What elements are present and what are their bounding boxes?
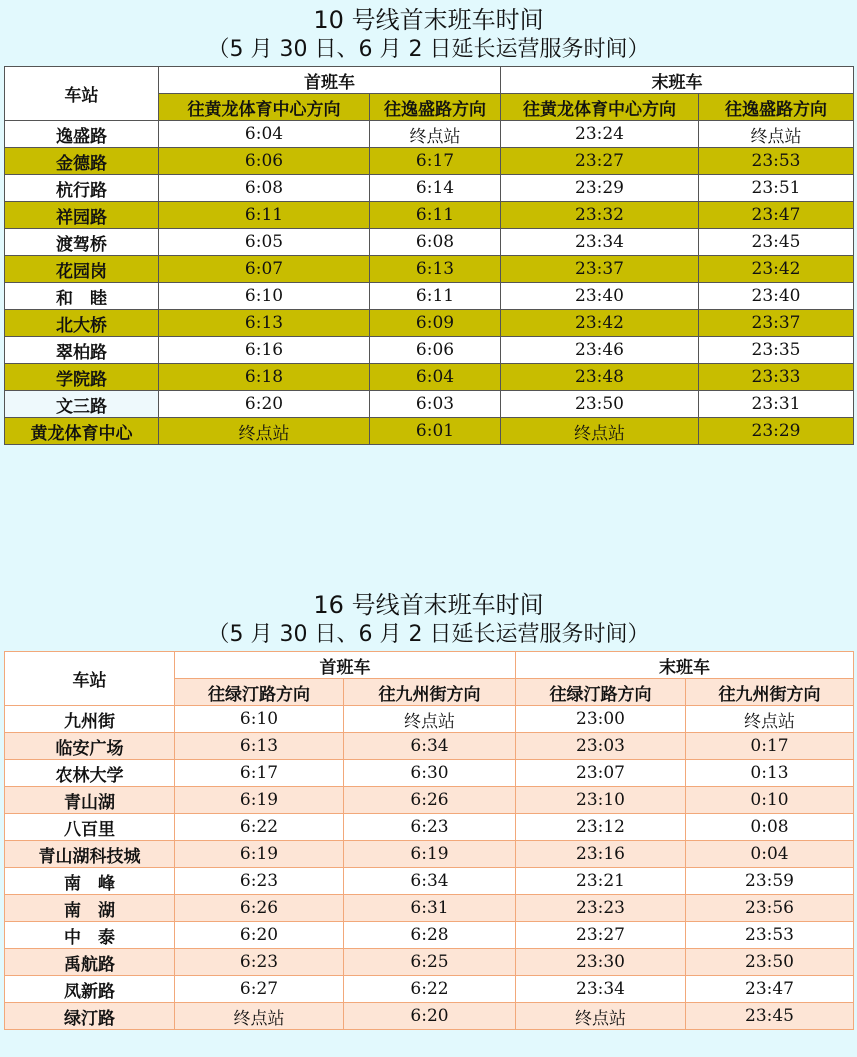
- line16-subtitle: （5 月 30 日、6 月 2 日延长运营服务时间）: [207, 622, 650, 647]
- first-b-time-cell: 6:23: [344, 814, 516, 841]
- first-b-time-cell: 6:26: [344, 787, 516, 814]
- station-name-cell: 凤新路: [5, 976, 175, 1003]
- last-b-time-cell: 23:45: [699, 229, 854, 256]
- table-row: [5, 418, 854, 445]
- first-a-time-cell: 6:19: [175, 787, 344, 814]
- first-b-time-cell: 终点站: [370, 121, 501, 148]
- first-a-time-cell: 6:16: [159, 337, 370, 364]
- last-b-time-cell: 0:04: [686, 841, 854, 868]
- table-row: [5, 976, 854, 1003]
- last-b-time-cell: 23:35: [699, 337, 854, 364]
- first-b-time-cell: 6:13: [370, 256, 501, 283]
- station-name-cell: 八百里: [5, 814, 175, 841]
- last-b-time-cell: 0:13: [686, 760, 854, 787]
- first-a-time-cell: 6:23: [175, 949, 344, 976]
- first-b-time-cell: 6:11: [370, 283, 501, 310]
- station-name-cell: 禹航路: [5, 949, 175, 976]
- first-b-time-cell: 6:14: [370, 175, 501, 202]
- station-name-cell: 南 湖: [5, 895, 175, 922]
- table-row: [5, 202, 854, 229]
- first-a-time-cell: 6:20: [175, 922, 344, 949]
- line16-timetable: [4, 651, 854, 1030]
- first-a-time-cell: 6:07: [159, 256, 370, 283]
- last-a-time-cell: 终点站: [501, 418, 699, 445]
- last-dir-a-header: 往黄龙体育中心方向: [501, 94, 699, 121]
- last-b-time-cell: 0:17: [686, 733, 854, 760]
- table-row: [5, 949, 854, 976]
- first-a-time-cell: 6:10: [175, 706, 344, 733]
- last-a-time-cell: 23:27: [501, 148, 699, 175]
- table-row: [5, 364, 854, 391]
- last-a-time-cell: 23:30: [516, 949, 686, 976]
- station-name-cell: 祥园路: [5, 202, 159, 229]
- first-b-time-cell: 6:30: [344, 760, 516, 787]
- last-b-time-cell: 23:59: [686, 868, 854, 895]
- last-a-time-cell: 23:34: [516, 976, 686, 1003]
- first-b-time-cell: 6:11: [370, 202, 501, 229]
- table-row: [5, 283, 854, 310]
- first-a-time-cell: 终点站: [175, 1003, 344, 1030]
- station-name-cell: 黄龙体育中心: [5, 418, 159, 445]
- first-train-header: 首班车: [175, 652, 516, 679]
- first-a-time-cell: 6:04: [159, 121, 370, 148]
- last-b-time-cell: 23:42: [699, 256, 854, 283]
- table-row: [5, 391, 854, 418]
- line16-title: 16 号线首末班车时间: [313, 591, 544, 619]
- last-a-time-cell: 终点站: [516, 1003, 686, 1030]
- last-a-time-cell: 23:10: [516, 787, 686, 814]
- first-a-time-cell: 6:26: [175, 895, 344, 922]
- first-b-time-cell: 6:09: [370, 310, 501, 337]
- table-row: [5, 895, 854, 922]
- station-name-cell: 和 睦: [5, 283, 159, 310]
- table-row: [5, 868, 854, 895]
- station-name-cell: 花园岗: [5, 256, 159, 283]
- last-a-time-cell: 23:32: [501, 202, 699, 229]
- station-header: 车站: [5, 67, 159, 121]
- first-a-time-cell: 6:22: [175, 814, 344, 841]
- first-train-header: 首班车: [159, 67, 501, 94]
- last-a-time-cell: 23:48: [501, 364, 699, 391]
- table-row: [5, 175, 854, 202]
- table-row: [5, 1003, 854, 1030]
- station-name-cell: 农林大学: [5, 760, 175, 787]
- last-b-time-cell: 0:10: [686, 787, 854, 814]
- station-name-cell: 文三路: [5, 391, 159, 418]
- first-a-time-cell: 终点站: [159, 418, 370, 445]
- first-dir-a-header: 往黄龙体育中心方向: [159, 94, 370, 121]
- table-row: [5, 787, 854, 814]
- table-row: [5, 121, 854, 148]
- last-b-time-cell: 终点站: [699, 121, 854, 148]
- line16-section: [0, 585, 857, 1030]
- station-name-cell: 九州街: [5, 706, 175, 733]
- table-row: [5, 229, 854, 256]
- station-name-cell: 北大桥: [5, 310, 159, 337]
- last-a-time-cell: 23:37: [501, 256, 699, 283]
- first-b-time-cell: 6:01: [370, 418, 501, 445]
- last-b-time-cell: 23:29: [699, 418, 854, 445]
- first-a-time-cell: 6:13: [159, 310, 370, 337]
- first-a-time-cell: 6:05: [159, 229, 370, 256]
- first-b-time-cell: 6:34: [344, 868, 516, 895]
- last-a-time-cell: 23:24: [501, 121, 699, 148]
- last-b-time-cell: 23:47: [686, 976, 854, 1003]
- first-b-time-cell: 6:25: [344, 949, 516, 976]
- first-b-time-cell: 6:08: [370, 229, 501, 256]
- last-a-time-cell: 23:34: [501, 229, 699, 256]
- table-row: [5, 310, 854, 337]
- last-a-time-cell: 23:16: [516, 841, 686, 868]
- first-b-time-cell: 6:34: [344, 733, 516, 760]
- line10-title: 10 号线首末班车时间: [313, 6, 544, 34]
- last-b-time-cell: 23:50: [686, 949, 854, 976]
- first-a-time-cell: 6:23: [175, 868, 344, 895]
- last-b-time-cell: 23:33: [699, 364, 854, 391]
- table-row: [5, 148, 854, 175]
- line10-rows: [5, 121, 854, 445]
- last-a-time-cell: 23:00: [516, 706, 686, 733]
- last-a-time-cell: 23:42: [501, 310, 699, 337]
- station-name-cell: 临安广场: [5, 733, 175, 760]
- first-a-time-cell: 6:20: [159, 391, 370, 418]
- last-train-header: 末班车: [501, 67, 854, 94]
- last-b-time-cell: 23:53: [686, 922, 854, 949]
- first-dir-b-header: 往九州街方向: [344, 679, 516, 706]
- table-row: [5, 706, 854, 733]
- last-a-time-cell: 23:03: [516, 733, 686, 760]
- table-row: [5, 733, 854, 760]
- first-a-time-cell: 6:27: [175, 976, 344, 1003]
- last-b-time-cell: 23:47: [699, 202, 854, 229]
- last-b-time-cell: 23:37: [699, 310, 854, 337]
- first-a-time-cell: 6:13: [175, 733, 344, 760]
- table-row: [5, 841, 854, 868]
- last-b-time-cell: 23:40: [699, 283, 854, 310]
- last-b-time-cell: 23:51: [699, 175, 854, 202]
- first-b-time-cell: 6:04: [370, 364, 501, 391]
- last-a-time-cell: 23:21: [516, 868, 686, 895]
- last-a-time-cell: 23:27: [516, 922, 686, 949]
- station-header: 车站: [5, 652, 175, 706]
- table-row: [5, 760, 854, 787]
- first-a-time-cell: 6:11: [159, 202, 370, 229]
- first-b-time-cell: 6:03: [370, 391, 501, 418]
- station-name-cell: 南 峰: [5, 868, 175, 895]
- first-b-time-cell: 终点站: [344, 706, 516, 733]
- first-b-time-cell: 6:31: [344, 895, 516, 922]
- first-b-time-cell: 6:06: [370, 337, 501, 364]
- table-row: [5, 922, 854, 949]
- station-name-cell: 杭行路: [5, 175, 159, 202]
- last-a-time-cell: 23:40: [501, 283, 699, 310]
- last-a-time-cell: 23:12: [516, 814, 686, 841]
- last-a-time-cell: 23:50: [501, 391, 699, 418]
- first-dir-a-header: 往绿汀路方向: [175, 679, 344, 706]
- last-b-time-cell: 23:31: [699, 391, 854, 418]
- station-name-cell: 逸盛路: [5, 121, 159, 148]
- first-a-time-cell: 6:10: [159, 283, 370, 310]
- last-dir-b-header: 往九州街方向: [686, 679, 854, 706]
- first-a-time-cell: 6:17: [175, 760, 344, 787]
- table-row: [5, 814, 854, 841]
- line16-rows: [5, 706, 854, 1030]
- last-train-header: 末班车: [516, 652, 854, 679]
- last-a-time-cell: 23:07: [516, 760, 686, 787]
- first-a-time-cell: 6:18: [159, 364, 370, 391]
- last-a-time-cell: 23:46: [501, 337, 699, 364]
- last-b-time-cell: 0:08: [686, 814, 854, 841]
- station-name-cell: 中 泰: [5, 922, 175, 949]
- first-b-time-cell: 6:20: [344, 1003, 516, 1030]
- line10-timetable: [4, 66, 854, 445]
- last-b-time-cell: 终点站: [686, 706, 854, 733]
- last-b-time-cell: 23:45: [686, 1003, 854, 1030]
- station-name-cell: 青山湖科技城: [5, 841, 175, 868]
- last-dir-b-header: 往逸盛路方向: [699, 94, 854, 121]
- station-name-cell: 渡驾桥: [5, 229, 159, 256]
- station-name-cell: 学院路: [5, 364, 159, 391]
- first-a-time-cell: 6:06: [159, 148, 370, 175]
- last-b-time-cell: 23:53: [699, 148, 854, 175]
- last-a-time-cell: 23:29: [501, 175, 699, 202]
- first-b-time-cell: 6:22: [344, 976, 516, 1003]
- station-name-cell: 青山湖: [5, 787, 175, 814]
- last-dir-a-header: 往绿汀路方向: [516, 679, 686, 706]
- first-a-time-cell: 6:08: [159, 175, 370, 202]
- last-a-time-cell: 23:23: [516, 895, 686, 922]
- station-name-cell: 金德路: [5, 148, 159, 175]
- first-a-time-cell: 6:19: [175, 841, 344, 868]
- line10-section: [0, 0, 857, 445]
- first-b-time-cell: 6:28: [344, 922, 516, 949]
- line10-subtitle: （5 月 30 日、6 月 2 日延长运营服务时间）: [207, 37, 650, 62]
- station-name-cell: 绿汀路: [5, 1003, 175, 1030]
- first-dir-b-header: 往逸盛路方向: [370, 94, 501, 121]
- last-b-time-cell: 23:56: [686, 895, 854, 922]
- station-name-cell: 翠柏路: [5, 337, 159, 364]
- first-b-time-cell: 6:17: [370, 148, 501, 175]
- table-row: [5, 256, 854, 283]
- first-b-time-cell: 6:19: [344, 841, 516, 868]
- table-row: [5, 337, 854, 364]
